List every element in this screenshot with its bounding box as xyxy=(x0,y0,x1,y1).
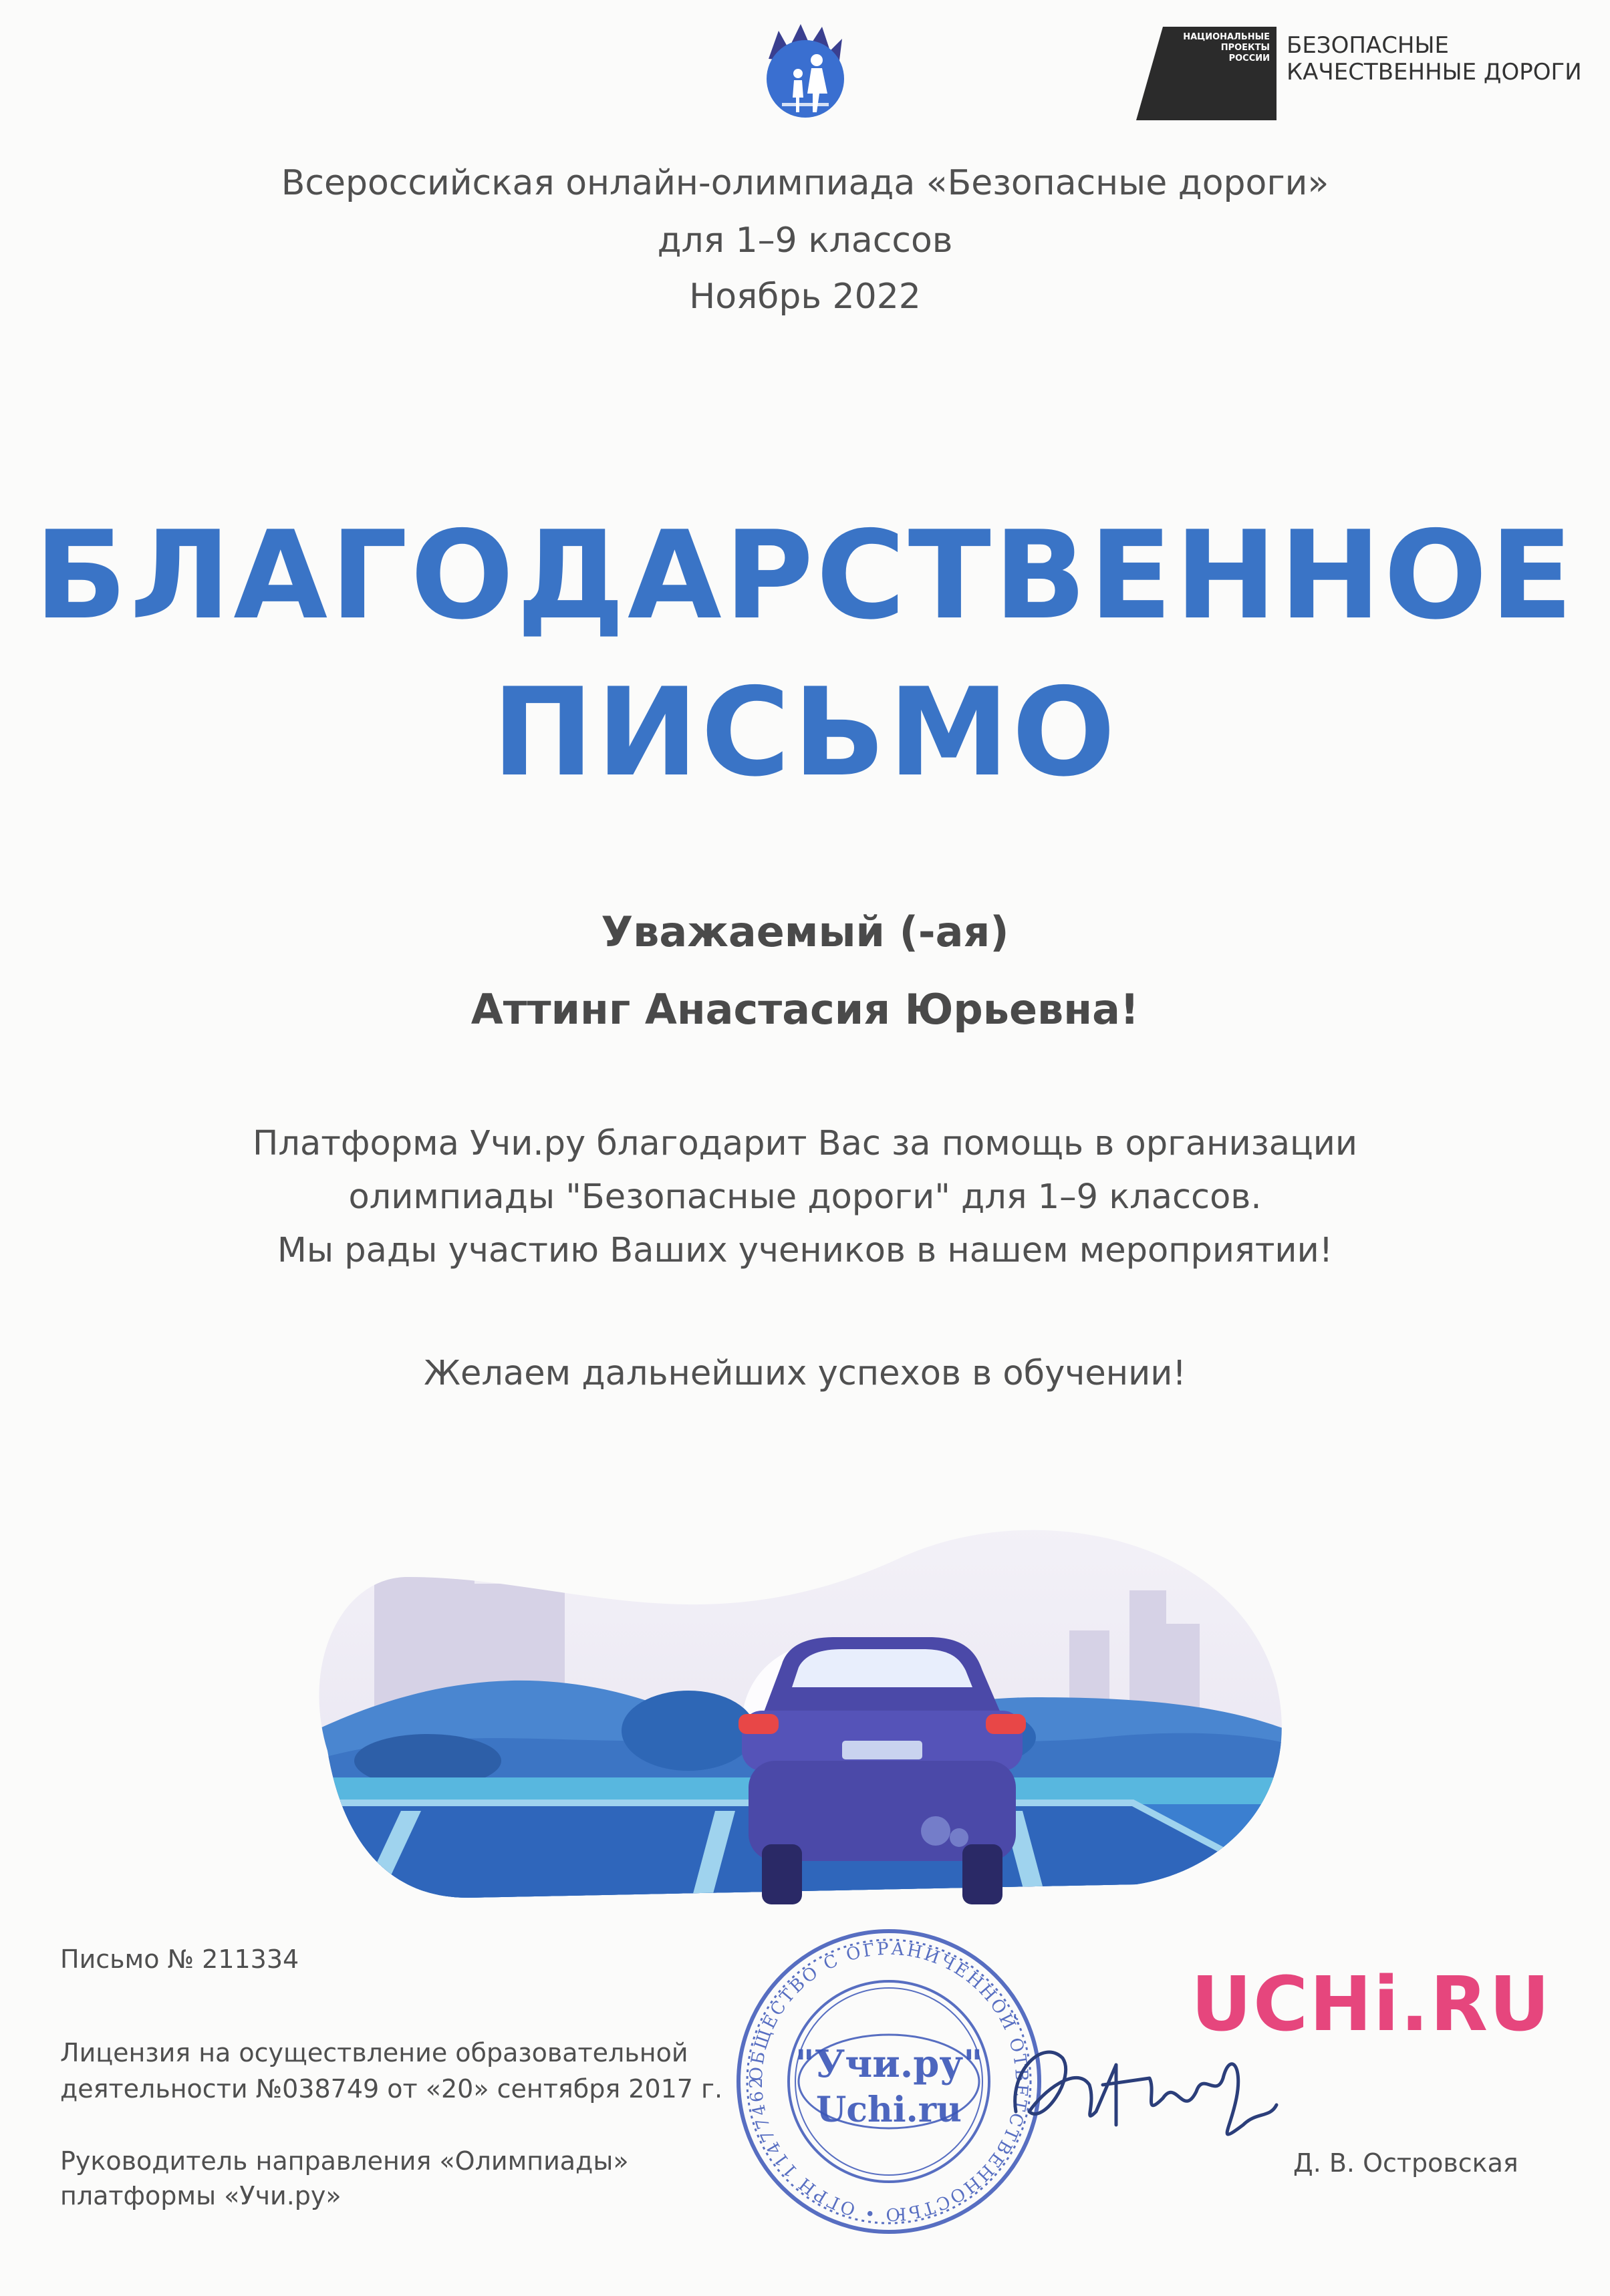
document-title-line-1: БЛАГОДАРСТВЕННОЕ xyxy=(34,505,1576,646)
np-small-line-2: ПРОЕКТЫ xyxy=(1220,43,1270,53)
letter-number: Письмо № 211334 xyxy=(60,1945,299,1974)
np-small-line-3: РОССИИ xyxy=(1228,53,1270,63)
signer-name: Д. В. Островская xyxy=(1293,2148,1518,2178)
olympiad-date: Ноябрь 2022 xyxy=(689,277,921,317)
document-title-line-2: ПИСЬМО xyxy=(492,662,1118,803)
road-car-illustration xyxy=(301,1497,1290,1911)
body-line-1: Платформа Учи.ру благодарит Вас за помощь в организации xyxy=(253,1124,1357,1163)
olympiad-title: Всероссийская онлайн-олимпиада «Безопасные дороги» xyxy=(281,163,1329,203)
license-line-2: деятельности №038749 от «20» сентября 2017 г. xyxy=(60,2074,723,2104)
body-line-2: олимпиады "Безопасные дороги" для 1–9 классов. xyxy=(348,1177,1262,1217)
head-position-line-1: Руководитель направления «Олимпиады» xyxy=(60,2146,629,2176)
np-small-line-1: НАЦИОНАЛЬНЫЕ xyxy=(1183,32,1270,42)
np-logo-line-2: КАЧЕСТВЕННЫЕ ДОРОГИ xyxy=(1287,59,1582,86)
license-line-1: Лицензия на осуществление образовательной xyxy=(60,2038,688,2067)
recipient-name: Аттинг Анастасия Юрьевна! xyxy=(471,985,1139,1034)
stamp-center-line-1: "Учи.ру" xyxy=(795,2042,983,2086)
np-logo-line-1: БЕЗОПАСНЫЕ xyxy=(1287,32,1449,59)
head-position-line-2: платформы «Учи.ру» xyxy=(60,2181,342,2210)
olympiad-grades: для 1–9 классов xyxy=(657,221,953,261)
national-projects-logo xyxy=(1136,27,1591,120)
wish-line: Желаем дальнейших успехов в обучении! xyxy=(424,1354,1186,1393)
stamp-center-line-2: Uchi.ru xyxy=(816,2090,962,2130)
body-line-3: Мы рады участию Ваших учеников в нашем мероприятии! xyxy=(277,1231,1333,1270)
greeting-salutation: Уважаемый (-ая) xyxy=(601,907,1009,956)
olympiad-emblem-icon xyxy=(755,19,855,119)
company-stamp xyxy=(728,1924,1049,2239)
stamp-ring-text: ОБЩЕСТВО С ОГРАНИЧЕННОЙ ОТВЕТСТВЕННОСТЬЮ • ОГРН 11477462 xyxy=(746,1939,1032,2225)
uchi-ru-logo: UCHi.RU xyxy=(1191,1961,1551,2048)
